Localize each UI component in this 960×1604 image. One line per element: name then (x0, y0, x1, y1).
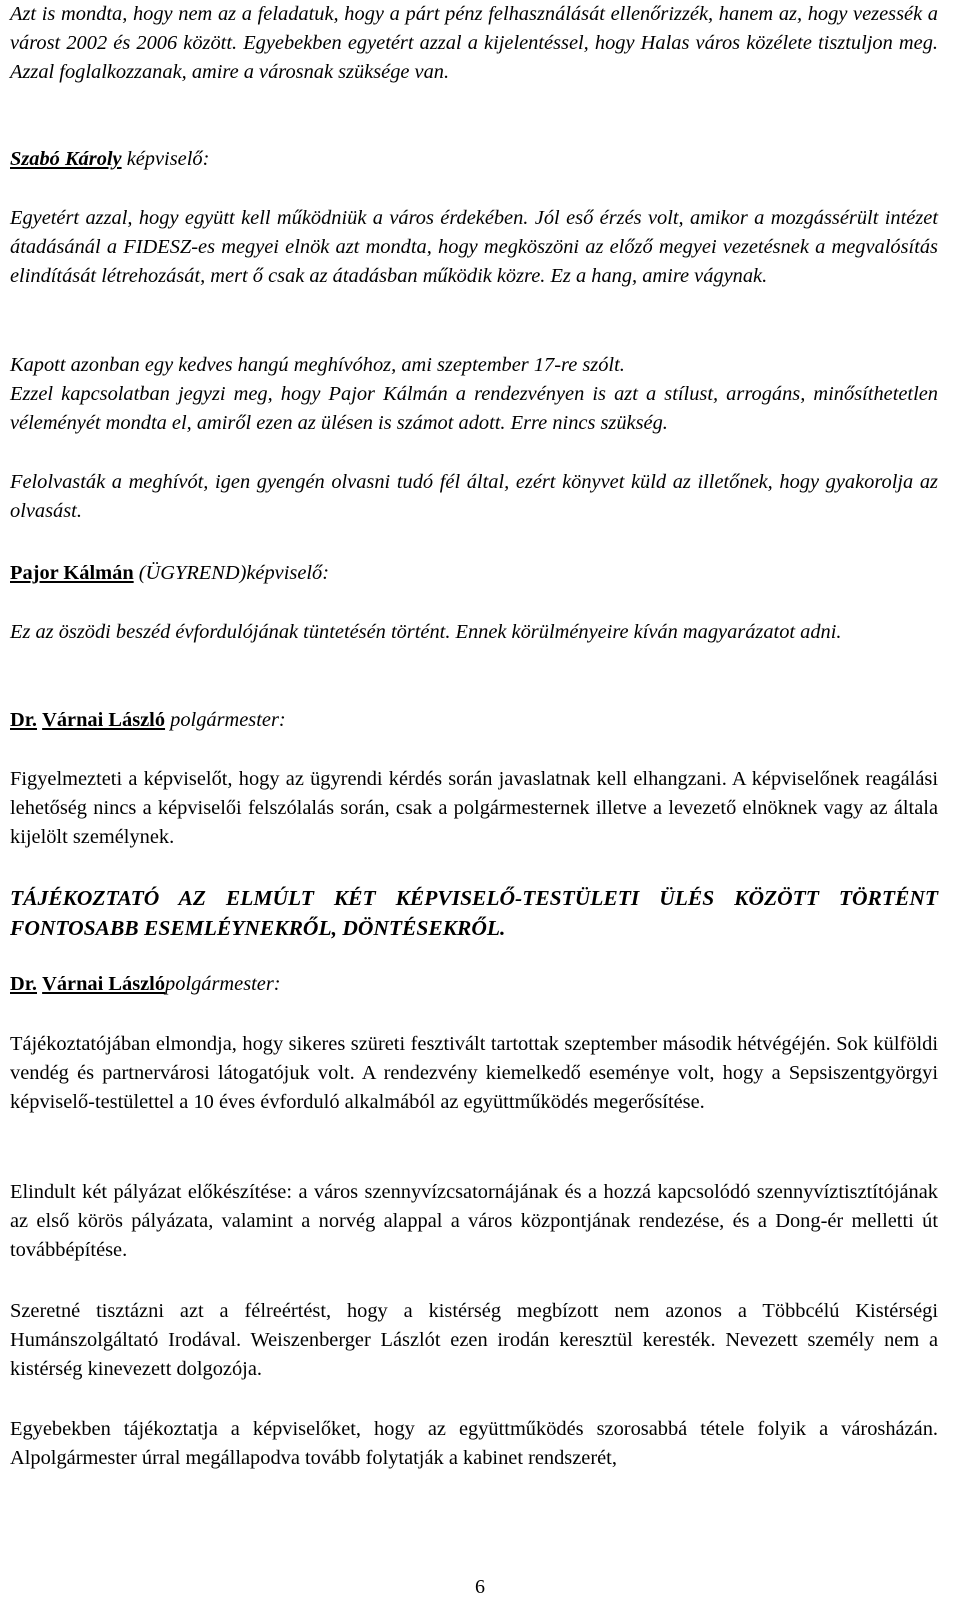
paragraph-5: Felolvasták a meghívót, igen gyengén olvasni tudó fél által, ezért könyvet küld az illetőnek, hogy gyakorolja az olvasást. (10, 471, 938, 522)
speaker-role: polgármester: (165, 709, 286, 731)
speaker-role: képviselő: (121, 148, 210, 170)
speaker-heading-varnai-2 (10, 970, 938, 999)
paragraph-10: Szeretné tisztázni azt a félreértést, hogy a kistérség megbízott nem azonos a Többcélú Kistérségi Humánszolgáltató Irodával. Weiszenberger Lászlót ezen irodán keresztül keresték. Nevezett személy nem a kistérség kinevezett dolgozója. (10, 1300, 938, 1380)
paragraph-11: Egyebekben tájékoztatja a képviselőket, hogy az együttműködés szorosabbá tétele folyik a városházán. Alpolgármester úrral megállapodva tovább folytatják a kabinet rendszerét, (10, 1418, 938, 1469)
paragraph-4: Ezzel kapcsolatban jegyzi meg, hogy Pajor Kálmán a rendezvényen is azt a stílust, arrogáns, minősíthetetlen véleményét mondta el, amiről ezen az ülésen is számot adott. Erre nincs szükség. (10, 383, 938, 434)
speaker-heading-szabo (10, 145, 938, 174)
speaker-name: Pajor Kálmán (10, 562, 134, 584)
paragraph-1: Azt is mondta, hogy nem az a feladatuk, hogy a párt pénz felhasználását ellenőrizzék, hanem az, hogy vezessék a várost 2002 és 2006 között. Egyebekben egyetért azzal a kijelentéssel, hogy Halas város közélete tisztuljon meg. Azzal foglalkozzanak, amire a városnak szüksége van. (10, 3, 938, 83)
page-number: 6 (475, 1576, 485, 1598)
speaker-role: polgármester: (165, 973, 281, 995)
paragraph-9: Elindult két pályázat előkészítése: a város szennyvízcsatornájának és a hozzá kapcsolódó szennyvíztisztítójának az első körös pályázata, valamint a norvég alappal a város központjának rendezése, és a Dong-ér melletti út továbbépítése. (10, 1181, 938, 1261)
speaker-title: Dr. (10, 973, 38, 995)
section-heading: TÁJÉKOZTATÓ AZ ELMÚLT KÉT KÉPVISELŐ-TESTÜLETI ÜLÉS KÖZÖTT TÖRTÉNT FONTOSABB ESEMLÉYNEKRŐL, DÖNTÉSEKRŐL. (10, 886, 938, 940)
speaker-role: (ÜGYREND)képviselő: (133, 562, 330, 584)
speaker-title: Dr. (10, 709, 38, 731)
speaker-heading-pajor (10, 559, 938, 588)
speaker-name: Várnai László (42, 709, 166, 731)
paragraph-3: Kapott azonban egy kedves hangú meghívóhoz, ami szeptember 17-re szólt. (10, 354, 625, 376)
paragraph-2 (10, 204, 938, 291)
paragraph-6: Ez az öszödi beszéd évfordulójának tüntetésén történt. Ennek körülményeire kíván magyarázatot adni. (10, 621, 842, 643)
speaker-name: Szabó Károly (10, 148, 122, 170)
speaker-heading-varnai-1 (10, 706, 938, 735)
paragraph-2-intro: Egyetért azzal, hogy együtt kell működniük a város érdekében. (10, 207, 529, 229)
paragraph-8: Tájékoztatójában elmondja, hogy sikeres szüreti fesztivált tartottak szeptember második hétvégéjén. Sok külföldi vendég és partnervárosi látogatójuk volt. A rendezvény kiemelkedő eseménye volt, hogy a Sepsiszentgyörgyi képviselő-testülettel a 10 éves évforduló alkalmából az együttműködés megerősítése. (10, 1033, 938, 1113)
speaker-name: Várnai László (42, 973, 166, 995)
paragraph-7: Figyelmezteti a képviselőt, hogy az ügyrendi kérdés során javaslatnak kell elhangzani. A képviselőnek reagálási lehetőség nincs a képviselői felszólalás során, csak a polgármesternek illetve a levezető elnöknek vagy az általa kijelölt személynek. (10, 768, 938, 848)
paragraph-2-rest: Jól eső érzés volt, amikor a mozgássérült intézet átadásánál a FIDESZ-es megyei elnök azt mondta, hogy megköszöni az előző megyei vezetésnek a megvalósítás elindítását létrehozását, mert ő csak az átadásban működik közre. Ez a hang, amire vágynak. (10, 207, 938, 287)
